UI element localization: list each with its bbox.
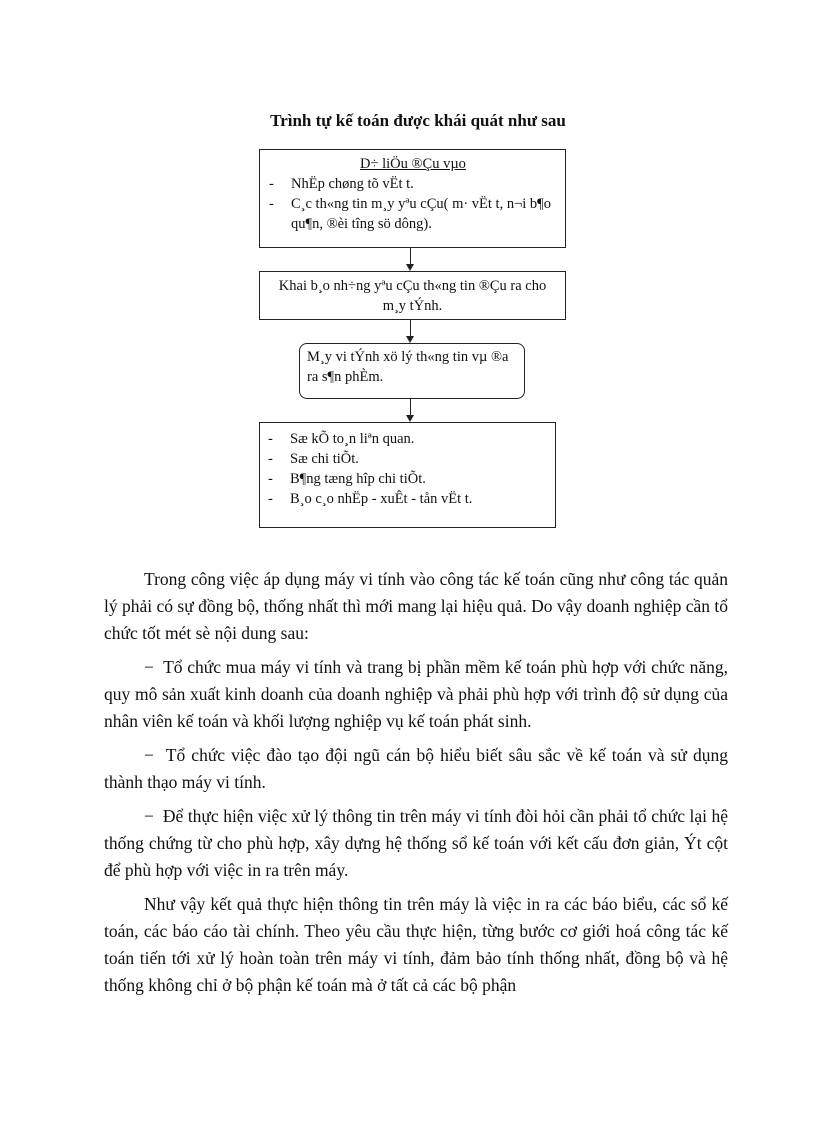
bullet-paragraph: − Tổ chức mua máy vi tính và trang bị phần mềm kế toán phù hợp với chức năng, quy mô sản xuất kinh doanh của doanh nghiệp và phải phù hợp với trình độ sử dụng của nhân viên kế toán và khối lượng nghiệp vụ kế toán phát sinh. <box>104 657 728 731</box>
flow-list-item: - Sæ kÕ to¸n liªn quan. <box>268 431 415 447</box>
flow-box-text: M¸y vi tÝnh xö lý th«ng tin vµ ®a ra s¶n phÈm. <box>307 349 509 385</box>
flow-box-outputs <box>259 422 556 528</box>
flow-list-item: - Sæ chi tiÕt. <box>268 451 359 467</box>
flow-box-heading: D÷ liÖu ®Çu vµo <box>360 156 466 172</box>
flow-list-item: - NhËp chøng tõ vËt t. <box>269 176 414 192</box>
page-title: Trình tự kế toán được khái quát như sau <box>270 111 566 130</box>
flow-box-output-requirements <box>259 271 566 320</box>
body-text <box>104 566 728 999</box>
flow-box-input-data <box>259 149 566 248</box>
arrow-down-icon <box>406 248 415 271</box>
flow-list-item: - B¸o c¸o nhËp - xuÊt - tån vËt t. <box>268 491 473 507</box>
arrow-down-icon <box>406 320 415 343</box>
flow-box-computer-processing <box>299 343 525 399</box>
bullet-paragraph: − Để thực hiện việc xử lý thông tin trên máy vi tính đòi hỏi cần phải tổ chức lại hệ thống chứng từ cho phù hợp, xây dựng hệ thống sổ kế toán với kết cấu đơn giản, Ýt cột để phù hợp với việc in ra trên máy. <box>104 806 729 880</box>
arrow-down-icon <box>406 399 415 422</box>
paragraph: Như vậy kết quả thực hiện thông tin trên máy là việc in ra các báo biểu, các sổ kế toán, các báo cáo tài chính. Theo yêu cầu thực hiện, từng bước cơ giới hoá công tác kế toán tiến tới xử lý hoàn toàn trên máy vi tính, đảm bảo tính thống nhất, đồng bộ và hệ thống không chỉ ở bộ phận kế toán mà ở tất cả các bộ phận <box>104 894 728 995</box>
flow-box-text: Khai b¸o nh÷ng yªu cÇu th«ng tin ®Çu ra cho m¸y tÝnh. <box>278 278 547 314</box>
paragraph: Trong công việc áp dụng máy vi tính vào công tác kế toán cũng như công tác quản lý phải có sự đồng bộ, thống nhất thì mới mang lại hiệu quả. Do vậy doanh nghiệp cần tổ chức tốt mét sè nội dung sau: <box>104 569 728 643</box>
bullet-paragraph: − Tổ chức việc đào tạo đội ngũ cán bộ hiểu biết sâu sắc về kế toán và sử dụng thành thạo máy vi tính. <box>104 745 728 792</box>
flow-list-item: - C¸c th«ng tin m¸y yªu cÇu( m· vËt t, n¬i b¶o qu¶n, ®èi tîng sö dông). <box>269 196 551 232</box>
flow-list-item: - B¶ng tæng hîp chi tiÕt. <box>268 471 426 487</box>
